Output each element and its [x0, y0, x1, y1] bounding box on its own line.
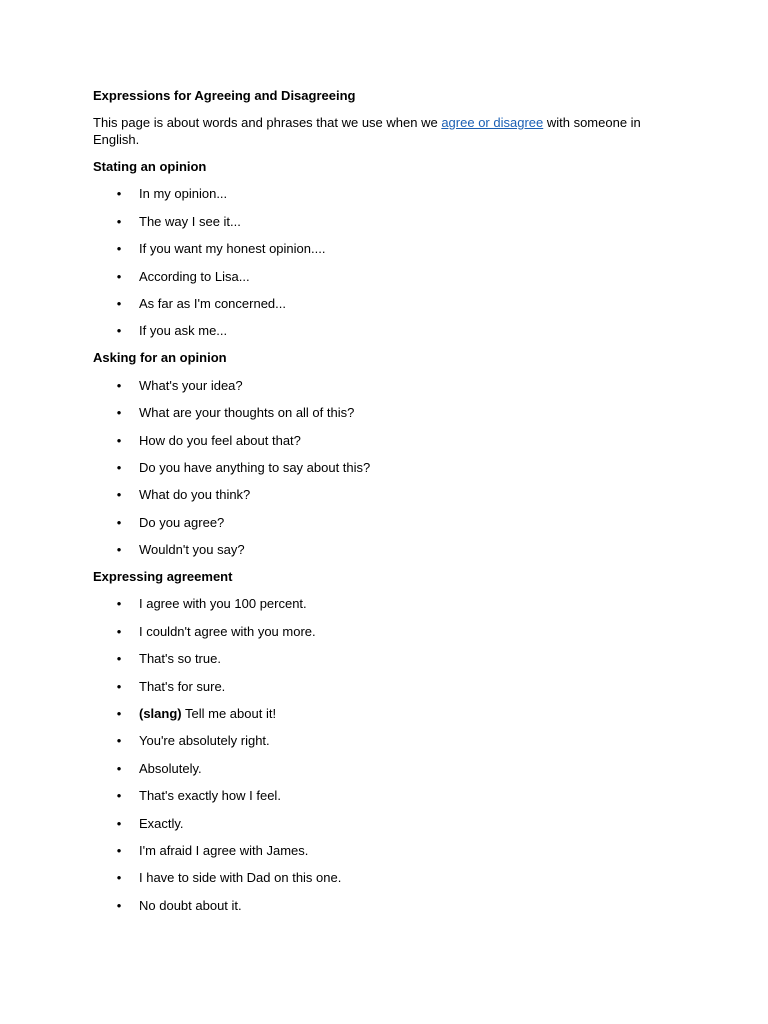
bullet-icon: • — [116, 596, 122, 612]
list-item — [93, 705, 653, 722]
list-item-text: I couldn't agree with you more. — [139, 623, 316, 639]
section-heading-expressing-agreement: Expressing agreement — [93, 569, 233, 585]
intro-paragraph — [93, 114, 653, 148]
list-item-text: Absolutely. — [139, 760, 202, 776]
bullet-icon: • — [116, 651, 122, 667]
list-item-text: The way I see it... — [139, 213, 241, 229]
expressing-agreement-list — [93, 595, 653, 913]
bullet-icon: • — [116, 542, 122, 558]
list-item — [93, 869, 653, 886]
bullet-icon: • — [116, 870, 122, 886]
document-page — [93, 87, 653, 914]
list-item-text: What are your thoughts on all of this? — [139, 405, 355, 421]
bullet-icon: • — [116, 842, 122, 858]
list-item-text: In my opinion... — [139, 186, 228, 202]
list-item — [93, 240, 653, 257]
agree-or-disagree-link[interactable]: agree or disagree — [441, 115, 544, 130]
bullet-icon: • — [116, 897, 122, 913]
list-item-text: Wouldn't you say? — [139, 542, 245, 558]
list-item — [93, 787, 653, 804]
list-item-text: That's so true. — [139, 651, 221, 667]
list-item-text: As far as I'm concerned... — [139, 295, 286, 311]
list-item-text: If you ask me... — [139, 323, 228, 339]
list-item — [93, 486, 653, 503]
list-item-text: You're absolutely right. — [139, 733, 270, 749]
bullet-icon: • — [116, 377, 122, 393]
list-item — [93, 404, 653, 421]
list-item-text: Do you have anything to say about this? — [139, 459, 371, 475]
list-item — [93, 541, 653, 558]
bullet-icon: • — [116, 733, 122, 749]
list-item — [93, 432, 653, 449]
list-item — [93, 732, 653, 749]
list-item — [93, 322, 653, 339]
bullet-icon: • — [116, 678, 122, 694]
list-item-text: If you want my honest opinion.... — [139, 241, 326, 257]
intro-text-after: with someone in English. — [93, 115, 641, 147]
section-heading-stating-opinion: Stating an opinion — [93, 159, 207, 174]
bullet-icon: • — [116, 268, 122, 284]
list-item — [93, 377, 653, 394]
list-item — [93, 897, 653, 914]
bullet-icon: • — [116, 788, 122, 804]
list-item — [93, 595, 653, 612]
list-item — [93, 842, 653, 859]
slang-tag: (slang) — [139, 706, 182, 722]
bullet-icon: • — [116, 186, 122, 202]
bullet-icon: • — [116, 432, 122, 448]
list-item — [93, 295, 653, 312]
asking-opinion-list — [93, 377, 653, 558]
bullet-icon: • — [116, 706, 122, 722]
list-item — [93, 678, 653, 695]
list-item-text: How do you feel about that? — [139, 432, 301, 448]
bullet-icon: • — [116, 487, 122, 503]
list-item — [93, 815, 653, 832]
list-item-text: According to Lisa... — [139, 268, 250, 284]
bullet-icon: • — [116, 213, 122, 229]
list-item — [93, 213, 653, 230]
bullet-icon: • — [116, 623, 122, 639]
list-item-text: That's exactly how I feel. — [139, 788, 281, 804]
section-heading-asking-opinion: Asking for an opinion — [93, 350, 227, 366]
bullet-icon: • — [116, 323, 122, 339]
list-item-text: What do you think? — [139, 487, 251, 503]
list-item-text: No doubt about it. — [139, 897, 242, 913]
list-item — [93, 760, 653, 777]
bullet-icon: • — [116, 241, 122, 257]
list-item-text: I have to side with Dad on this one. — [139, 870, 342, 886]
list-item-text: I'm afraid I agree with James. — [139, 842, 309, 858]
intro-text-before: This page is about words and phrases that we use when we — [93, 115, 442, 130]
bullet-icon: • — [116, 405, 122, 421]
bullet-icon: • — [116, 815, 122, 831]
list-item-text: What's your idea? — [139, 377, 243, 393]
list-item-text: Tell me about it! — [185, 706, 277, 722]
list-item-text: Exactly. — [139, 815, 184, 831]
bullet-icon: • — [116, 459, 122, 475]
list-item-text: That's for sure. — [139, 678, 226, 694]
page-title: Expressions for Agreeing and Disagreeing — [93, 88, 356, 103]
list-item — [93, 623, 653, 640]
list-item-text: Do you agree? — [139, 514, 225, 530]
stating-opinion-list — [93, 185, 653, 339]
list-item — [93, 514, 653, 531]
bullet-icon: • — [116, 760, 122, 776]
bullet-icon: • — [116, 514, 122, 530]
list-item — [93, 650, 653, 667]
list-item-text: I agree with you 100 percent. — [139, 596, 307, 612]
list-item — [93, 459, 653, 476]
list-item — [93, 185, 653, 202]
bullet-icon: • — [116, 295, 122, 311]
list-item — [93, 268, 653, 285]
